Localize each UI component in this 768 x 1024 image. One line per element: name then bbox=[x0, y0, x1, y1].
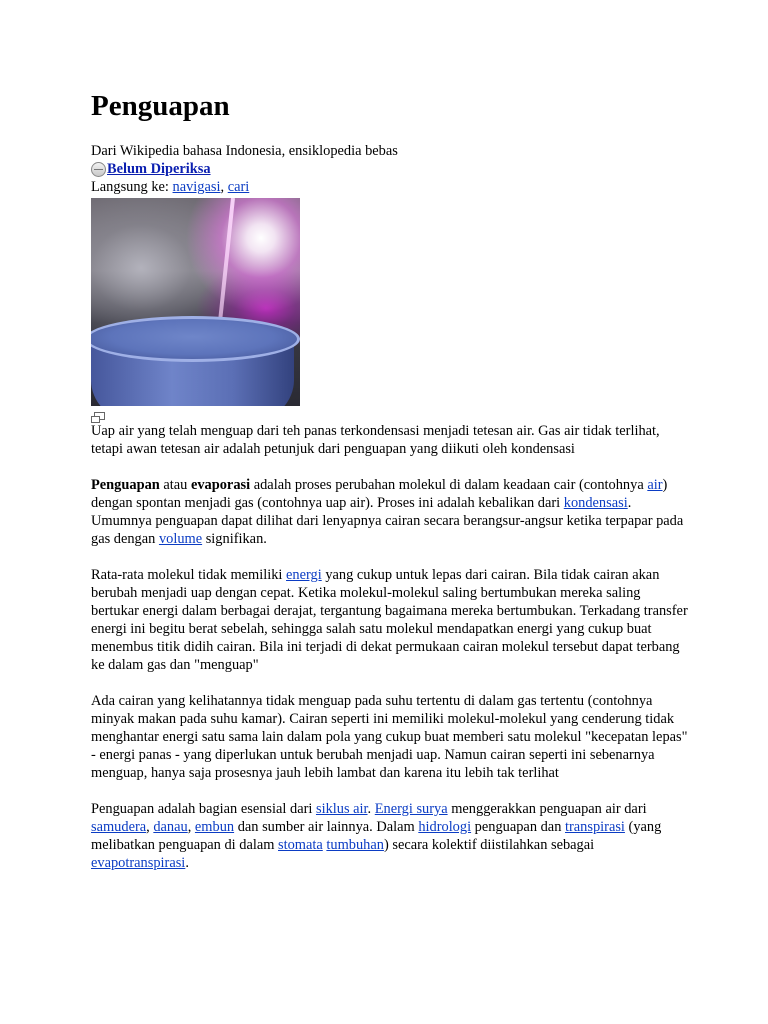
paragraph-energy: Rata-rata molekul tidak memiliki energi yang cukup untuk lepas dari cairan. Bila tidak cairan akan berubah menjadi uap dengan cepat. Ketika molekul-molekul saling bertumbukan mereka saling bertukar energi dalam berbagai derajat, tergantung bagaimana mereka bertumbukan. Terkadang transfer energi ini begitu berat sebelah, sehingga salah satu molekul mendapatkan energi yang cukup buat menembus titik didih cairan. Bila ini terjadi di dekat permukaan cairan molekul tersebut dapat terbang ke dalam gas dan "menguap" bbox=[91, 567, 688, 673]
page-title: Penguapan bbox=[91, 90, 230, 122]
link-energi[interactable]: energi bbox=[286, 567, 322, 583]
jump-links: Langsung ke: navigasi, cari bbox=[91, 179, 250, 195]
link-tumbuhan[interactable]: tumbuhan bbox=[326, 837, 384, 853]
search-link[interactable]: cari bbox=[227, 179, 250, 195]
link-embun[interactable]: embun bbox=[194, 819, 235, 835]
link-samudera[interactable]: samudera bbox=[91, 819, 147, 835]
bold-term: evaporasi bbox=[190, 477, 251, 493]
link-danau[interactable]: danau bbox=[153, 819, 188, 835]
article bbox=[91, 88, 691, 872]
link-stomata[interactable]: stomata bbox=[278, 837, 323, 853]
paragraph-definition: Penguapan atau evaporasi adalah proses perubahan molekul di dalam keadaan cair (contohnya air) dengan spontan menjadi gas (contohnya uap air). Proses ini adalah kebalikan dari kondensasi. Umumnya penguapan dapat dilihat dari lenyapnya cairan secara berangsur-angsur ketika terpapar pada gas dengan volume signifikan. bbox=[91, 477, 684, 547]
link-kondensasi[interactable]: kondensasi bbox=[563, 495, 628, 511]
paragraph-nonvolatile: Ada cairan yang kelihatannya tidak menguap pada suhu tertentu di dalam gas tertentu (contohnya minyak makan pada suhu kamar). Cairan seperti ini memiliki molekul-molekul yang cenderung tidak menghantar energi satu sama lain dalam pola yang cukup buat memberi satu molekul "kecepatan lepas" - energi panas - yang diperlukan untuk berubah menjadi uap. Namun cairan seperti ini sebenarnya menguap, hanya saja prosesnya jauh lebih lambat dan karena itu lebih tak terlihat bbox=[91, 693, 688, 781]
review-badge bbox=[91, 160, 691, 178]
navigation-link[interactable]: navigasi bbox=[172, 179, 221, 195]
link-evapotranspirasi[interactable]: evapotranspirasi bbox=[91, 855, 186, 871]
jump-prefix: Langsung ke: bbox=[91, 179, 173, 195]
review-status-link[interactable]: Belum Diperiksa bbox=[107, 161, 211, 177]
link-hidrologi[interactable]: hidrologi bbox=[418, 819, 472, 835]
link-energi-surya[interactable]: Energi surya bbox=[374, 801, 448, 817]
steam-tea-photo[interactable] bbox=[91, 198, 300, 406]
link-air[interactable]: air bbox=[647, 477, 663, 493]
enlarge-icon[interactable] bbox=[91, 412, 105, 422]
image-caption: Uap air yang telah menguap dari teh panas terkondensasi menjadi tetesan air. Gas air tidak terlihat, tetapi awan tetesan air adalah petunjuk dari penguapan yang diikuti oleh kondensasi bbox=[91, 423, 660, 457]
link-transpirasi[interactable]: transpirasi bbox=[564, 819, 625, 835]
paragraph-water-cycle: Penguapan adalah bagian esensial dari siklus air. Energi surya menggerakkan penguapan air dari samudera, danau, embun dan sumber air lainnya. Dalam hidrologi penguapan dan transpirasi (yang melibatkan penguapan di dalam stomata tumbuhan) secara kolektif diistilahkan sebagai evapotranspirasi. bbox=[91, 801, 662, 871]
tagline: Dari Wikipedia bahasa Indonesia, ensiklopedia bebas bbox=[91, 143, 398, 159]
link-volume[interactable]: volume bbox=[158, 531, 203, 547]
bold-term: Penguapan bbox=[91, 477, 160, 493]
link-siklus-air[interactable]: siklus air bbox=[315, 801, 368, 817]
minus-circle-icon bbox=[91, 162, 106, 177]
